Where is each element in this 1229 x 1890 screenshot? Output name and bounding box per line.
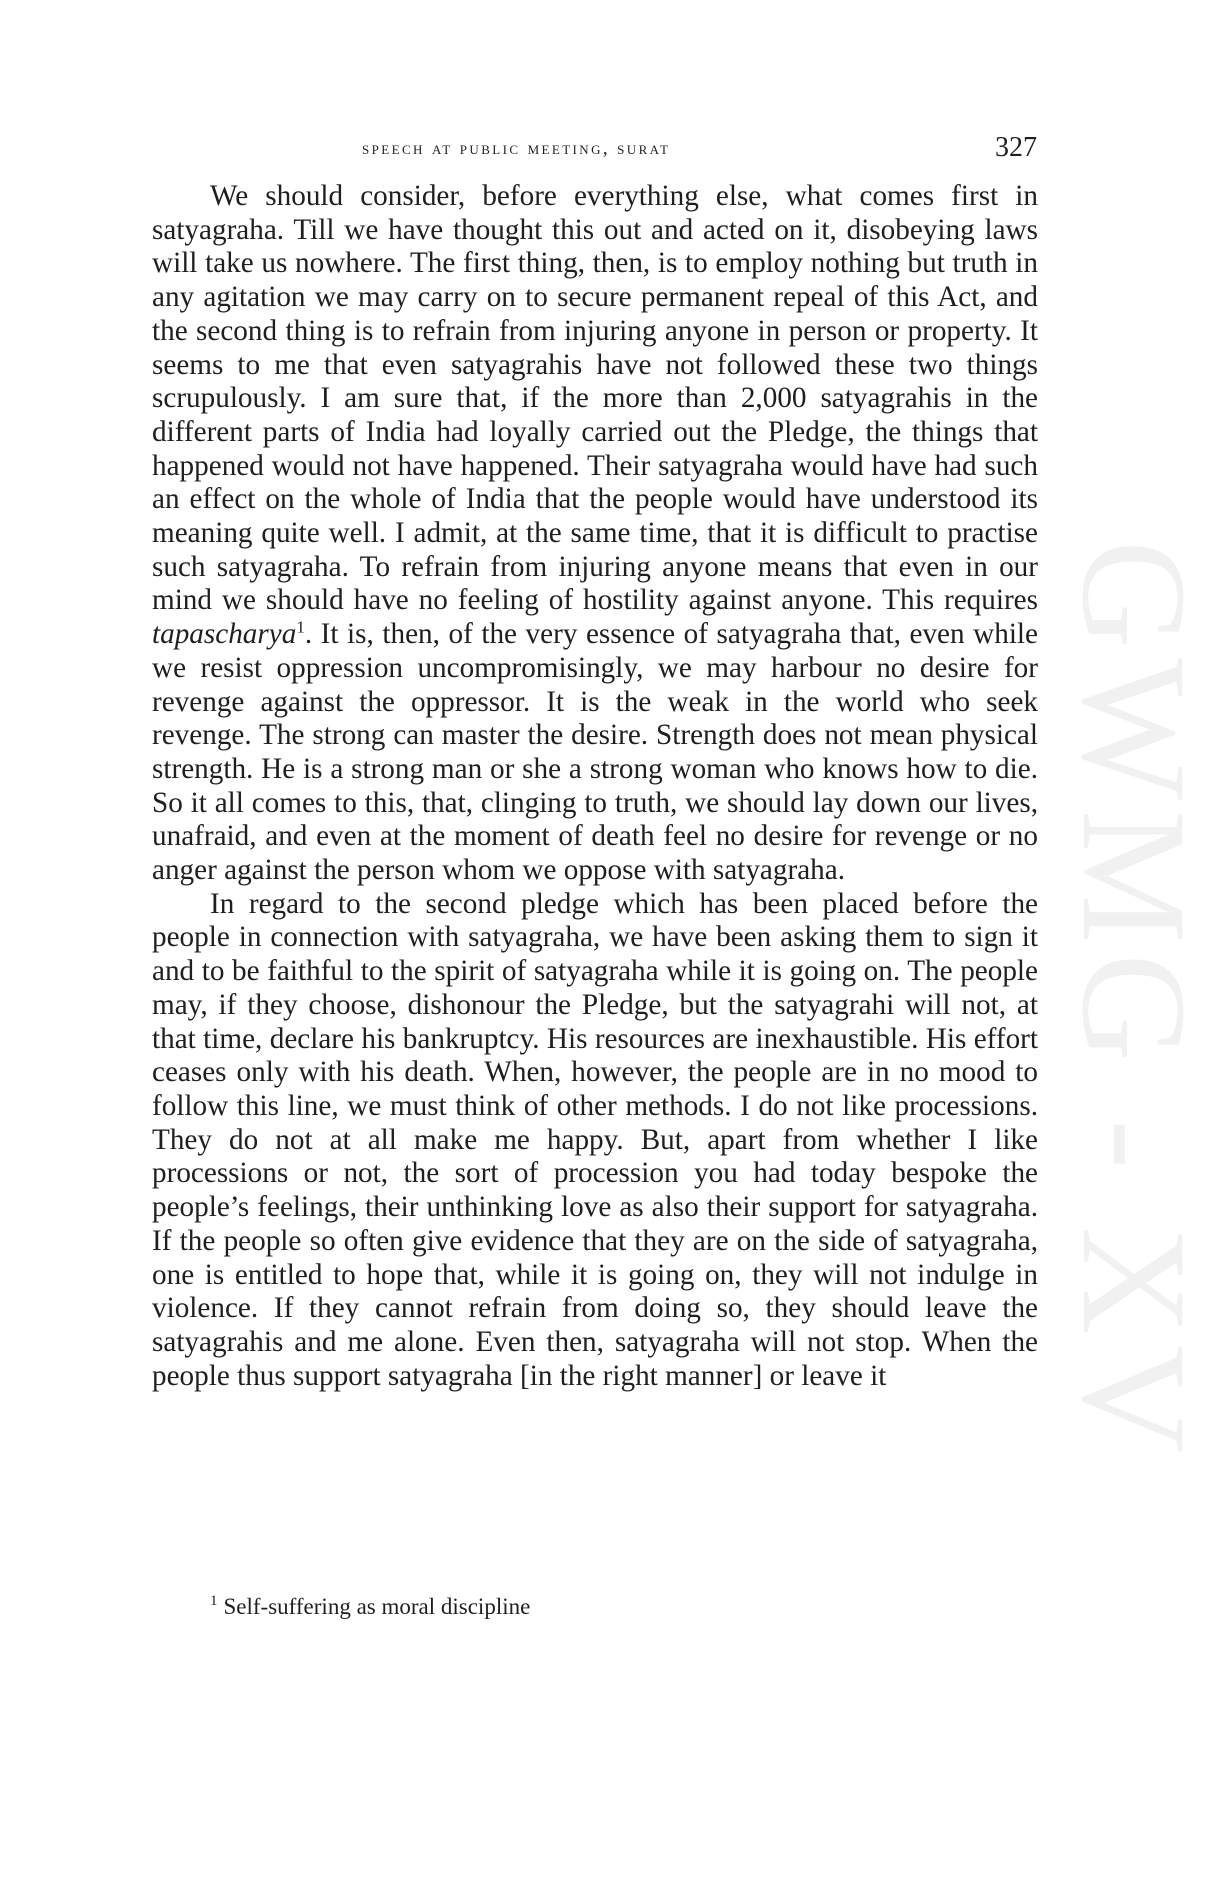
running-head: speech at public meeting, surat [362, 138, 671, 159]
paragraph-1-italic-term: tapascharya [152, 618, 297, 651]
page-header [152, 132, 1037, 168]
footnote [210, 1594, 530, 1620]
page-number: 327 [995, 132, 1037, 163]
body-text [152, 180, 1038, 1393]
paragraph-1-text-b: . It is, then, of the very essence of satyagraha that, even while we resist oppression uncompromisingly, we may harbour no desire for revenge against the oppressor. It is the weak in the world who seek revenge. The strong can master the desire. Strength does not mean physical strength. He is a strong man or she a strong woman who knows how to die. So it all comes to this, that, clinging to truth, we should lay down our lives, unafraid, and even at the moment of death feel no desire for revenge or no anger against the person whom we oppose with satyagraha. [152, 618, 1038, 887]
footnote-reference[interactable]: 1 [296, 617, 305, 637]
footnote-text: Self-suffering as moral discipline [223, 1594, 531, 1619]
paragraph-1 [152, 180, 1038, 888]
paragraph-2: In regard to the second pledge which has been placed before the people in connection with satyagraha, we have been asking them to sign it and to be faithful to the spirit of satyagraha while it is going on. The people may, if they choose, dishonour the Pledge, but the satyagrahi will not, at that time, declare his bankruptcy. His resources are inexhaustible. His effort ceases only with his death. When, however, the people are in no mood to follow this line, we must think of other methods. I do not like processions. They do not at all make me happy. But, apart from whether I like processions or not, the sort of procession you had today bespoke the people’s feelings, their unthinking love as also their support for satyagraha. If the people so often give evidence that they are on the side of satyagraha, one is entitled to hope that, while it is going on, they will not indulge in violence. If they cannot refrain from doing so, they should leave the satyagrahis and me alone. Even then, satyagraha will not stop. When the people thus support satyagraha [in the right manner] or leave it [152, 887, 1038, 1392]
watermark: GWMG - XV [1051, 540, 1217, 1464]
paragraph-1-text-a: We should consider, before everything else, what comes first in satyagraha. Till we have thought this out and acted on it, disobeying laws will take us nowhere. The first thing, then, is to employ nothing but truth in any agitation we may carry on to secure permanent repeal of this Act, and the second thing is to refrain from injuring anyone in person or property. It seems to me that even satyagrahis have not followed these two things scrupulously. I am sure that, if the more than 2,000 satyagrahis in the different parts of India had loyally carried out the Pledge, the things that happened would not have happened. Their satyagraha would have had such an effect on the whole of India that the people would have understood its meaning quite well. I admit, at the same time, that it is difficult to practise such satyagraha. To refrain from injuring anyone means that even in our mind we should have no feeling of hostility against anyone. This requires [152, 180, 1038, 617]
footnote-marker: 1 [210, 1593, 218, 1610]
